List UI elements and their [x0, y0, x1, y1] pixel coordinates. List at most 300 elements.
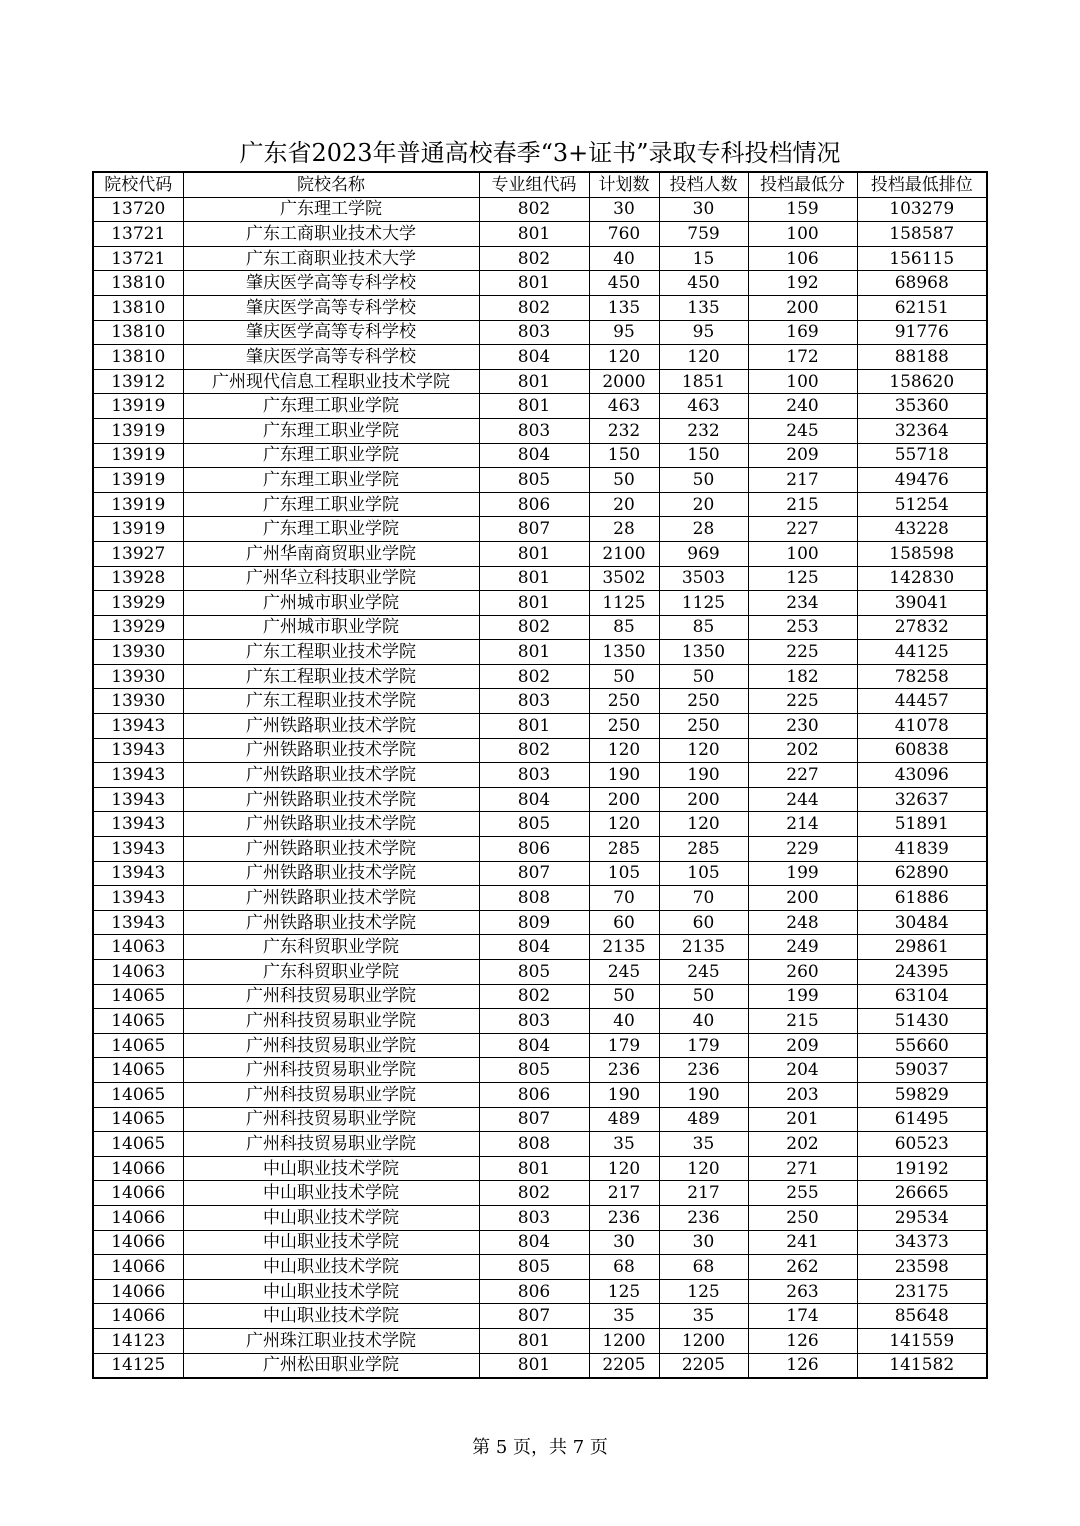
cell-school-code: 13943 — [93, 714, 183, 739]
cell-min-score: 215 — [748, 1009, 857, 1034]
cell-group-code: 803 — [479, 320, 589, 345]
cell-admitted-count: 150 — [659, 443, 748, 468]
table-row — [93, 468, 987, 493]
cell-admitted-count: 236 — [659, 1205, 748, 1230]
cell-group-code: 802 — [479, 615, 589, 640]
table-row — [93, 369, 987, 394]
cell-admitted-count: 70 — [659, 886, 748, 911]
cell-group-code: 805 — [479, 960, 589, 985]
cell-admitted-count: 245 — [659, 960, 748, 985]
cell-group-code: 804 — [479, 443, 589, 468]
cell-admitted-count: 120 — [659, 738, 748, 763]
cell-school-code: 13919 — [93, 394, 183, 419]
cell-plan-count: 120 — [589, 345, 659, 370]
cell-admitted-count: 105 — [659, 861, 748, 886]
table-row — [93, 418, 987, 443]
cell-admitted-count: 179 — [659, 1033, 748, 1058]
cell-school-name: 广州城市职业学院 — [183, 591, 479, 616]
cell-min-score: 225 — [748, 689, 857, 714]
cell-min-rank: 141559 — [857, 1328, 987, 1353]
cell-group-code: 801 — [479, 541, 589, 566]
cell-group-code: 806 — [479, 837, 589, 862]
cell-group-code: 806 — [479, 1279, 589, 1304]
cell-group-code: 804 — [479, 1033, 589, 1058]
cell-admitted-count: 1851 — [659, 369, 748, 394]
cell-group-code: 801 — [479, 1353, 589, 1378]
table-row — [93, 910, 987, 935]
page-title: 广东省2023年普通高校春季“3+证书”录取专科投档情况 — [239, 139, 841, 167]
cell-min-score: 182 — [748, 664, 857, 689]
cell-group-code: 804 — [479, 787, 589, 812]
cell-admitted-count: 95 — [659, 320, 748, 345]
cell-school-code: 14063 — [93, 960, 183, 985]
cell-plan-count: 450 — [589, 271, 659, 296]
cell-school-name: 肇庆医学高等专科学校 — [183, 320, 479, 345]
cell-school-code: 14066 — [93, 1230, 183, 1255]
cell-plan-count: 285 — [589, 837, 659, 862]
cell-admitted-count: 969 — [659, 541, 748, 566]
cell-group-code: 801 — [479, 714, 589, 739]
cell-plan-count: 190 — [589, 1082, 659, 1107]
cell-min-score: 229 — [748, 837, 857, 862]
cell-school-name: 广东理工学院 — [183, 197, 479, 222]
cell-min-rank: 61495 — [857, 1107, 987, 1132]
cell-admitted-count: 120 — [659, 1156, 748, 1181]
cell-admitted-count: 2205 — [659, 1353, 748, 1378]
cell-school-code: 13943 — [93, 886, 183, 911]
cell-min-rank: 49476 — [857, 468, 987, 493]
cell-school-name: 广州铁路职业技术学院 — [183, 886, 479, 911]
cell-admitted-count: 85 — [659, 615, 748, 640]
cell-school-code: 13721 — [93, 222, 183, 247]
cell-school-name: 广州科技贸易职业学院 — [183, 1107, 479, 1132]
cell-min-score: 200 — [748, 295, 857, 320]
cell-school-code: 13912 — [93, 369, 183, 394]
cell-min-score: 169 — [748, 320, 857, 345]
cell-group-code: 802 — [479, 1181, 589, 1206]
cell-min-score: 174 — [748, 1304, 857, 1329]
cell-min-rank: 158620 — [857, 369, 987, 394]
cell-admitted-count: 250 — [659, 714, 748, 739]
cell-min-rank: 41078 — [857, 714, 987, 739]
cell-plan-count: 60 — [589, 910, 659, 935]
cell-min-score: 245 — [748, 418, 857, 443]
table-row — [93, 591, 987, 616]
cell-school-code: 13943 — [93, 910, 183, 935]
header-row — [93, 172, 987, 197]
table-row — [93, 1033, 987, 1058]
cell-min-score: 244 — [748, 787, 857, 812]
cell-admitted-count: 1125 — [659, 591, 748, 616]
cell-plan-count: 200 — [589, 787, 659, 812]
table-row — [93, 394, 987, 419]
cell-school-code: 13929 — [93, 591, 183, 616]
cell-plan-count: 250 — [589, 689, 659, 714]
table-row — [93, 1058, 987, 1083]
cell-admitted-count: 450 — [659, 271, 748, 296]
cell-school-code: 14063 — [93, 935, 183, 960]
table-row — [93, 246, 987, 271]
cell-plan-count: 3502 — [589, 566, 659, 591]
cell-min-rank: 62890 — [857, 861, 987, 886]
cell-admitted-count: 1350 — [659, 640, 748, 665]
cell-group-code: 807 — [479, 861, 589, 886]
cell-school-name: 广州珠江职业技术学院 — [183, 1328, 479, 1353]
cell-school-name: 广东工商职业技术大学 — [183, 246, 479, 271]
table-row — [93, 812, 987, 837]
cell-min-score: 227 — [748, 763, 857, 788]
cell-admitted-count: 236 — [659, 1058, 748, 1083]
cell-group-code: 803 — [479, 1205, 589, 1230]
cell-admitted-count: 217 — [659, 1181, 748, 1206]
cell-group-code: 801 — [479, 271, 589, 296]
table-row — [93, 714, 987, 739]
cell-min-score: 106 — [748, 246, 857, 271]
table-row — [93, 1304, 987, 1329]
cell-school-name: 广州铁路职业技术学院 — [183, 763, 479, 788]
table-row — [93, 443, 987, 468]
cell-plan-count: 463 — [589, 394, 659, 419]
cell-group-code: 805 — [479, 468, 589, 493]
cell-min-score: 271 — [748, 1156, 857, 1181]
cell-school-code: 13943 — [93, 787, 183, 812]
cell-school-code: 13930 — [93, 640, 183, 665]
cell-school-code: 13930 — [93, 689, 183, 714]
cell-admitted-count: 120 — [659, 345, 748, 370]
cell-plan-count: 2000 — [589, 369, 659, 394]
cell-min-rank: 26665 — [857, 1181, 987, 1206]
table-row — [93, 1181, 987, 1206]
column-header-school-code: 院校代码 — [93, 172, 183, 197]
cell-min-rank: 103279 — [857, 197, 987, 222]
table-row — [93, 615, 987, 640]
table-row — [93, 566, 987, 591]
cell-min-score: 199 — [748, 861, 857, 886]
table-row — [93, 197, 987, 222]
cell-min-score: 260 — [748, 960, 857, 985]
cell-school-name: 中山职业技术学院 — [183, 1205, 479, 1230]
cell-min-score: 100 — [748, 369, 857, 394]
cell-min-score: 225 — [748, 640, 857, 665]
cell-school-name: 广东工商职业技术大学 — [183, 222, 479, 247]
cell-plan-count: 179 — [589, 1033, 659, 1058]
cell-plan-count: 50 — [589, 468, 659, 493]
cell-admitted-count: 40 — [659, 1009, 748, 1034]
table-row — [93, 640, 987, 665]
cell-school-name: 广州科技贸易职业学院 — [183, 1132, 479, 1157]
cell-school-name: 广州科技贸易职业学院 — [183, 1082, 479, 1107]
cell-group-code: 801 — [479, 591, 589, 616]
cell-school-code: 13919 — [93, 443, 183, 468]
cell-school-code: 13919 — [93, 418, 183, 443]
cell-school-name: 肇庆医学高等专科学校 — [183, 271, 479, 296]
cell-plan-count: 35 — [589, 1132, 659, 1157]
table-row — [93, 787, 987, 812]
cell-min-rank: 39041 — [857, 591, 987, 616]
cell-school-name: 广州铁路职业技术学院 — [183, 738, 479, 763]
cell-min-rank: 61886 — [857, 886, 987, 911]
cell-min-score: 100 — [748, 541, 857, 566]
cell-school-code: 14123 — [93, 1328, 183, 1353]
cell-admitted-count: 30 — [659, 1230, 748, 1255]
cell-plan-count: 28 — [589, 517, 659, 542]
cell-school-code: 13927 — [93, 541, 183, 566]
cell-min-score: 217 — [748, 468, 857, 493]
cell-min-score: 240 — [748, 394, 857, 419]
table-row — [93, 345, 987, 370]
table-row — [93, 295, 987, 320]
admission-table — [92, 171, 988, 1379]
cell-admitted-count: 232 — [659, 418, 748, 443]
cell-min-rank: 78258 — [857, 664, 987, 689]
cell-school-code: 14065 — [93, 1033, 183, 1058]
cell-school-name: 广州城市职业学院 — [183, 615, 479, 640]
cell-min-rank: 91776 — [857, 320, 987, 345]
cell-min-rank: 142830 — [857, 566, 987, 591]
cell-plan-count: 20 — [589, 492, 659, 517]
table-row — [93, 886, 987, 911]
cell-plan-count: 236 — [589, 1058, 659, 1083]
cell-min-rank: 60523 — [857, 1132, 987, 1157]
cell-group-code: 803 — [479, 763, 589, 788]
table-row — [93, 960, 987, 985]
cell-school-code: 13943 — [93, 738, 183, 763]
cell-group-code: 802 — [479, 246, 589, 271]
cell-admitted-count: 28 — [659, 517, 748, 542]
cell-admitted-count: 50 — [659, 468, 748, 493]
cell-plan-count: 190 — [589, 763, 659, 788]
cell-admitted-count: 35 — [659, 1304, 748, 1329]
cell-min-score: 126 — [748, 1328, 857, 1353]
cell-min-rank: 63104 — [857, 984, 987, 1009]
cell-min-rank: 29861 — [857, 935, 987, 960]
cell-group-code: 808 — [479, 1132, 589, 1157]
cell-min-score: 203 — [748, 1082, 857, 1107]
cell-school-name: 广州铁路职业技术学院 — [183, 812, 479, 837]
cell-plan-count: 120 — [589, 812, 659, 837]
table-row — [93, 517, 987, 542]
cell-school-code: 14065 — [93, 1107, 183, 1132]
cell-min-score: 253 — [748, 615, 857, 640]
cell-plan-count: 760 — [589, 222, 659, 247]
cell-school-name: 广州松田职业学院 — [183, 1353, 479, 1378]
cell-school-code: 14066 — [93, 1279, 183, 1304]
cell-plan-count: 150 — [589, 443, 659, 468]
cell-school-code: 13943 — [93, 861, 183, 886]
cell-plan-count: 217 — [589, 1181, 659, 1206]
cell-plan-count: 50 — [589, 984, 659, 1009]
table-row — [93, 664, 987, 689]
cell-plan-count: 95 — [589, 320, 659, 345]
cell-admitted-count: 50 — [659, 664, 748, 689]
cell-school-name: 广东理工职业学院 — [183, 492, 479, 517]
cell-plan-count: 68 — [589, 1255, 659, 1280]
cell-admitted-count: 15 — [659, 246, 748, 271]
cell-school-name: 广州铁路职业技术学院 — [183, 837, 479, 862]
cell-school-code: 13943 — [93, 837, 183, 862]
table-row — [93, 763, 987, 788]
table-row — [93, 1132, 987, 1157]
table-body — [93, 197, 987, 1378]
cell-school-name: 广州科技贸易职业学院 — [183, 1058, 479, 1083]
cell-group-code: 802 — [479, 984, 589, 1009]
cell-admitted-count: 2135 — [659, 935, 748, 960]
cell-group-code: 801 — [479, 566, 589, 591]
cell-min-rank: 32364 — [857, 418, 987, 443]
cell-min-rank: 55660 — [857, 1033, 987, 1058]
cell-plan-count: 489 — [589, 1107, 659, 1132]
cell-group-code: 802 — [479, 664, 589, 689]
cell-min-score: 249 — [748, 935, 857, 960]
cell-group-code: 801 — [479, 394, 589, 419]
cell-min-rank: 30484 — [857, 910, 987, 935]
cell-school-code: 14066 — [93, 1205, 183, 1230]
cell-school-name: 中山职业技术学院 — [183, 1279, 479, 1304]
cell-min-rank: 141582 — [857, 1353, 987, 1378]
column-header-school-name: 院校名称 — [183, 172, 479, 197]
cell-school-code: 14065 — [93, 984, 183, 1009]
cell-admitted-count: 135 — [659, 295, 748, 320]
cell-min-rank: 158587 — [857, 222, 987, 247]
cell-school-name: 广州现代信息工程职业技术学院 — [183, 369, 479, 394]
cell-admitted-count: 20 — [659, 492, 748, 517]
cell-min-rank: 23598 — [857, 1255, 987, 1280]
cell-min-score: 202 — [748, 1132, 857, 1157]
cell-school-name: 中山职业技术学院 — [183, 1156, 479, 1181]
cell-min-rank: 24395 — [857, 960, 987, 985]
cell-min-score: 248 — [748, 910, 857, 935]
cell-min-rank: 62151 — [857, 295, 987, 320]
cell-min-score: 209 — [748, 443, 857, 468]
cell-plan-count: 2100 — [589, 541, 659, 566]
cell-min-rank: 43228 — [857, 517, 987, 542]
cell-school-code: 13929 — [93, 615, 183, 640]
cell-group-code: 804 — [479, 1230, 589, 1255]
cell-school-name: 广东工程职业技术学院 — [183, 664, 479, 689]
cell-group-code: 803 — [479, 418, 589, 443]
cell-plan-count: 30 — [589, 1230, 659, 1255]
table-row — [93, 1156, 987, 1181]
cell-min-score: 126 — [748, 1353, 857, 1378]
cell-group-code: 805 — [479, 1058, 589, 1083]
cell-school-name: 广东理工职业学院 — [183, 443, 479, 468]
cell-school-name: 广州铁路职业技术学院 — [183, 861, 479, 886]
cell-min-score: 125 — [748, 566, 857, 591]
cell-admitted-count: 463 — [659, 394, 748, 419]
cell-admitted-count: 250 — [659, 689, 748, 714]
cell-school-name: 广州科技贸易职业学院 — [183, 1009, 479, 1034]
table-row — [93, 1328, 987, 1353]
cell-min-score: 201 — [748, 1107, 857, 1132]
cell-plan-count: 105 — [589, 861, 659, 886]
cell-plan-count: 40 — [589, 246, 659, 271]
cell-school-code: 13919 — [93, 492, 183, 517]
cell-group-code: 801 — [479, 1328, 589, 1353]
cell-min-score: 192 — [748, 271, 857, 296]
cell-min-score: 234 — [748, 591, 857, 616]
cell-group-code: 804 — [479, 345, 589, 370]
cell-school-code: 13810 — [93, 320, 183, 345]
cell-school-code: 14065 — [93, 1082, 183, 1107]
cell-min-rank: 158598 — [857, 541, 987, 566]
table-row — [93, 1255, 987, 1280]
cell-admitted-count: 190 — [659, 1082, 748, 1107]
cell-group-code: 801 — [479, 1156, 589, 1181]
cell-plan-count: 30 — [589, 197, 659, 222]
cell-min-score: 230 — [748, 714, 857, 739]
cell-admitted-count: 120 — [659, 812, 748, 837]
table-row — [93, 689, 987, 714]
cell-school-name: 中山职业技术学院 — [183, 1255, 479, 1280]
cell-school-code: 13721 — [93, 246, 183, 271]
cell-min-rank: 51430 — [857, 1009, 987, 1034]
table-row — [93, 222, 987, 247]
cell-school-name: 广州科技贸易职业学院 — [183, 984, 479, 1009]
cell-school-code: 13928 — [93, 566, 183, 591]
table-row — [93, 984, 987, 1009]
cell-min-rank: 23175 — [857, 1279, 987, 1304]
cell-school-name: 广东理工职业学院 — [183, 517, 479, 542]
cell-group-code: 802 — [479, 295, 589, 320]
cell-min-rank: 32637 — [857, 787, 987, 812]
cell-plan-count: 50 — [589, 664, 659, 689]
cell-school-code: 14066 — [93, 1255, 183, 1280]
cell-group-code: 805 — [479, 1255, 589, 1280]
cell-min-rank: 55718 — [857, 443, 987, 468]
cell-group-code: 801 — [479, 640, 589, 665]
table-row — [93, 1279, 987, 1304]
cell-min-score: 215 — [748, 492, 857, 517]
cell-school-name: 广东理工职业学院 — [183, 394, 479, 419]
cell-school-code: 14066 — [93, 1156, 183, 1181]
cell-admitted-count: 68 — [659, 1255, 748, 1280]
table-row — [93, 271, 987, 296]
cell-group-code: 807 — [479, 1304, 589, 1329]
cell-admitted-count: 3503 — [659, 566, 748, 591]
cell-min-rank: 59037 — [857, 1058, 987, 1083]
cell-admitted-count: 759 — [659, 222, 748, 247]
column-header-plan-count: 计划数 — [589, 172, 659, 197]
cell-group-code: 803 — [479, 689, 589, 714]
cell-min-score: 100 — [748, 222, 857, 247]
table-row — [93, 1082, 987, 1107]
cell-school-name: 中山职业技术学院 — [183, 1181, 479, 1206]
cell-plan-count: 120 — [589, 1156, 659, 1181]
table-row — [93, 935, 987, 960]
cell-min-rank: 51254 — [857, 492, 987, 517]
table-row — [93, 738, 987, 763]
table-row — [93, 861, 987, 886]
cell-school-code: 13810 — [93, 345, 183, 370]
cell-min-rank: 156115 — [857, 246, 987, 271]
cell-plan-count: 40 — [589, 1009, 659, 1034]
column-header-min-rank: 投档最低排位 — [857, 172, 987, 197]
cell-school-name: 中山职业技术学院 — [183, 1230, 479, 1255]
cell-admitted-count: 285 — [659, 837, 748, 862]
cell-min-score: 241 — [748, 1230, 857, 1255]
cell-school-name: 广东理工职业学院 — [183, 468, 479, 493]
cell-min-rank: 29534 — [857, 1205, 987, 1230]
cell-school-code: 14065 — [93, 1132, 183, 1157]
cell-admitted-count: 1200 — [659, 1328, 748, 1353]
cell-group-code: 804 — [479, 935, 589, 960]
cell-min-rank: 68968 — [857, 271, 987, 296]
cell-min-rank: 44125 — [857, 640, 987, 665]
cell-group-code: 802 — [479, 738, 589, 763]
cell-school-name: 广州铁路职业技术学院 — [183, 714, 479, 739]
cell-admitted-count: 125 — [659, 1279, 748, 1304]
cell-school-code: 14125 — [93, 1353, 183, 1378]
